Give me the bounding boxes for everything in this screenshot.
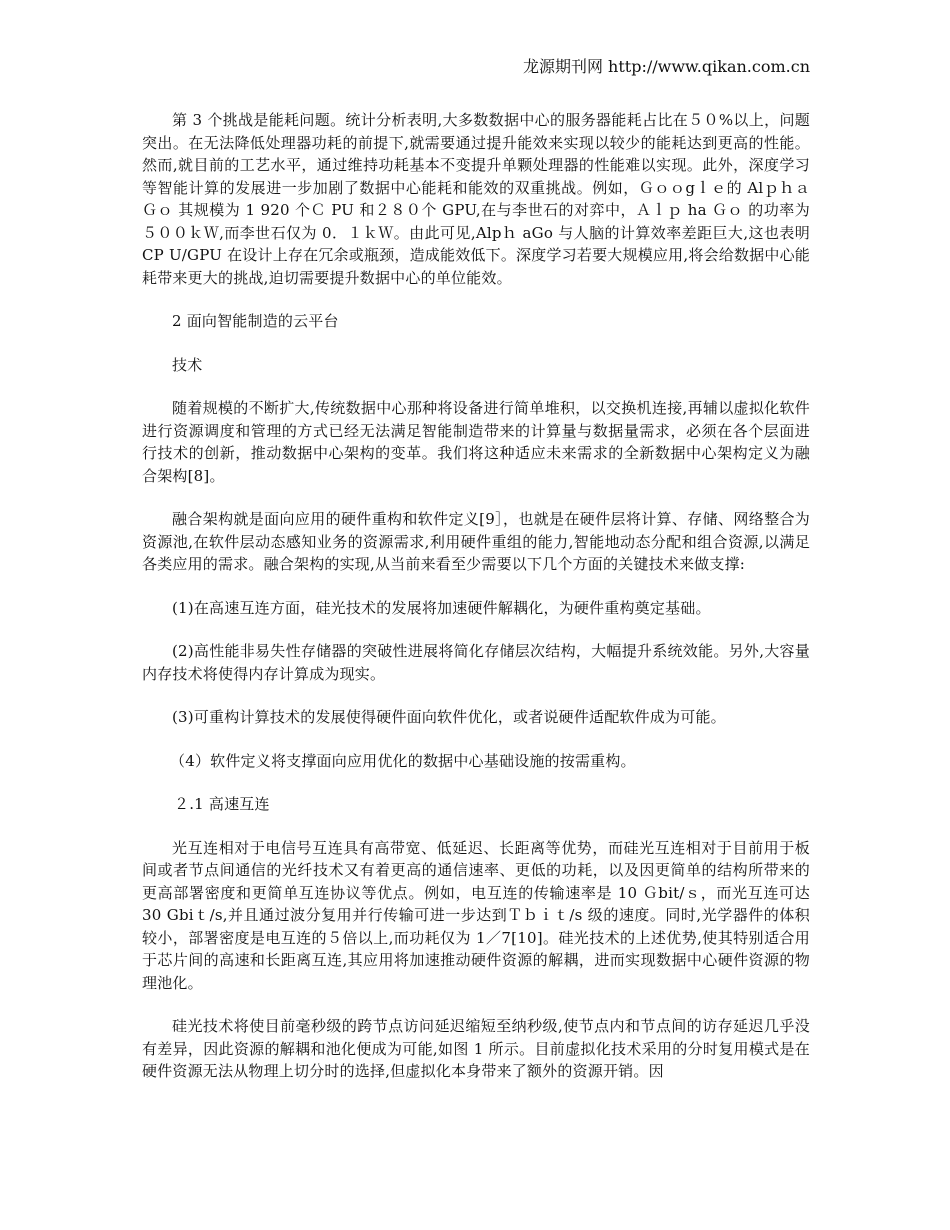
- paragraph-converged-architecture-intro: 随着规模的不断扩大,传统数据中心那种将设备进行简单堆积，以交换机连接,再辅以虚拟化软件进行资源调度和管理的方式已经无法满足智能制造带来的计算量与数据量需求，必须在各个层面进行技术的创新，推动数据中心架构的变革。我们将这种适应未来需求的全新数据中心架构定义为融合架构[8]。: [142, 399, 810, 485]
- paragraph-energy-challenge: 第 3 个挑战是能耗问题。统计分析表明,大多数数据中心的服务器能耗占比在５０%以上，问题突出。在无法降低处理器功耗的前提下,就需要通过提升能效来实现以较少的能耗达到更高的性能。然而,就目前的工艺水平，通过维持功耗基本不变提升单颗处理器的性能难以实现。此外，深度学习等智能计算的发展进一步加剧了数据中心能耗和能效的双重挑战。例如，Ｇｏｏgｌｅ的 Alｐｈａ Ｇｏ 其规模为 1 920 个Ｃ PU 和２８０个 GPU,在与李世石的对弈中，Ａｌｐ ha Ｇｏ 的功率为５００ｋＷ,而李世石仅为 0．１ｋＷ。由此可见,Alpｈ aGo 与人脑的计算效率差距巨大,这也表明 CP U/GPU 在设计上存在冗余或瓶颈，造成能效低下。深度学习若要大规模应用,将会给数据中心能耗带来更大的挑战,迫切需要提升数据中心的单位能效。: [142, 111, 810, 287]
- section-heading-line2: 技术: [172, 355, 203, 374]
- subsection-heading-high-speed-interconnect: ２.1 高速互连: [174, 795, 270, 813]
- section-heading-line1: 2 面向智能制造的云平台: [172, 312, 339, 330]
- list-item-nonvolatile-storage: (2)高性能非易失性存储器的突破性进展将简化存储层次结构，大幅提升系统效能。另外,大容量内存技术将使得内存计算成为现实。: [142, 642, 810, 683]
- article-body: [142, 109, 810, 1104]
- paragraph-silicon-photonics-latency: 硅光技术将使目前毫秒级的跨节点访问延迟缩短至纳秒级,使节点内和节点间的访存延迟几乎没有差异，因此资源的解耦和池化便成为可能,如图 1 所示。目前虚拟化技术采用的分时复用模式是在硬件资源无法从物理上切分时的选择,但虚拟化本身带来了额外的资源开销。因: [142, 1017, 810, 1080]
- paragraph-converged-architecture-definition: 融合架构就是面向应用的硬件重构和软件定义[9］，也就是在硬件层将计算、存储、网络整合为资源池,在软件层动态感知业务的资源需求,利用硬件重组的能力,智能地动态分配和组合资源,以满足各类应用的需求。融合架构的实现,从当前来看至少需要以下几个方面的关键技术来做支撑:: [142, 510, 810, 573]
- list-item-reconfigurable-computing: (3)可重构计算技术的发展使得硬件面向软件优化，或者说硬件适配软件成为可能。: [172, 708, 726, 726]
- page-header-source: 龙源期刊网 http://www.qikan.com.cn: [522, 57, 810, 76]
- list-item-high-speed-interconnect: (1)在高速互连方面，硅光技术的发展将加速硬件解耦化，为硬件重构奠定基础。: [172, 598, 711, 617]
- list-item-software-defined: （4）软件定义将支撑面向应用优化的数据中心基础设施的按需重构。: [170, 751, 636, 770]
- paragraph-optical-interconnect: 光互连相对于电信号互连具有高带宽、低延迟、长距离等优势，而硅光互连相对于目前用于板间或者节点间通信的光纤技术又有着更高的通信速率、更低的功耗，以及因更简单的结构所带来的更高部署密度和更简单互连协议等优点。例如，电互连的传输速率是 10 Ｇbit/ｓ，而光互连可达 30 Gbiｔ/s,并且通过波分复用并行传输可进一步达到Ｔｂｉｔ/s 级的速度。同时,光学器件的体积较小，部署密度是电互连的５倍以上,而功耗仅为 1／7[10]。硅光技术的上述优势,使其特别适合用于芯片间的高速和长距离互连,其应用将加速推动硬件资源的解耦，进而实现数据中心硬件资源的物理池化。: [142, 838, 810, 992]
